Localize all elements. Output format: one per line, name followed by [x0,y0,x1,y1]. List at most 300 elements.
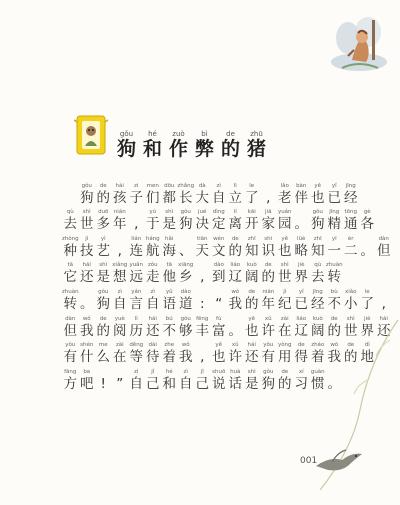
char-hanzi: 是 [245,375,259,392]
char-hanzi: , [381,295,386,312]
char-pinyin: zhǒng [61,235,79,242]
text-char [343,182,360,207]
char-pinyin: zháo [311,342,325,349]
char-pinyin: shì [165,209,174,216]
char-hanzi: 决 [195,216,209,233]
char-pinyin: de [347,342,355,349]
text-char [79,182,96,207]
char-pinyin: jiè [298,262,305,269]
char-pinyin: wén [213,235,225,242]
char-hanzi: 还 [80,269,94,286]
char-hanzi: 有 [261,349,275,366]
text-line [62,180,362,207]
char-hanzi: 大 [195,189,209,206]
char-hanzi: 已 [294,295,308,312]
char-pinyin: jì [283,288,287,295]
char-pinyin: lì [134,315,138,322]
text-char [244,288,261,313]
char-hanzi: 于 [146,216,160,233]
text-char [227,208,244,233]
text-char [310,182,327,207]
char-pinyin: wǒ [231,288,240,295]
char-hanzi: 到 [212,269,226,286]
char-hanzi: 伴 [294,189,308,206]
text-char [178,315,195,340]
text-char [326,208,343,233]
char-hanzi: 孩 [113,189,127,206]
char-pinyin: dàn [65,315,76,322]
text-line [61,286,386,313]
char-pinyin: shì [99,262,108,269]
char-hanzi: 海 [162,242,176,259]
char-hanzi: 是 [96,269,110,286]
char-hanzi: , [200,269,205,286]
text-char [244,235,261,260]
char-hanzi: 界 [294,269,308,286]
char-pinyin: xiāng [178,262,194,269]
text-char [211,208,228,233]
text-char [343,288,360,313]
char-hanzi: 小 [344,295,358,312]
char-hanzi: 都 [162,189,176,206]
title-char [166,130,191,160]
text-char [260,315,277,340]
char-pinyin: èr [347,235,354,242]
char-pinyin: gǒu [98,288,109,295]
char-hanzi: 转 [63,295,77,312]
char-pinyin: jīng [312,288,323,295]
text-char [293,341,310,366]
char-hanzi: 还 [377,322,391,339]
char-pinyin: nián [113,209,126,216]
char-hanzi: 方 [63,375,77,392]
title-pinyin: bì [201,130,208,138]
char-hanzi: 地 [360,349,374,366]
char-hanzi: 一 [327,242,341,259]
char-hanzi: 阔 [245,269,259,286]
text-char [310,315,327,340]
char-hanzi: 连 [129,242,143,259]
char-hanzi: 道 [179,295,193,312]
char-hanzi: 辽 [294,322,308,339]
text-char [178,368,195,393]
text-char [194,208,211,233]
char-hanzi: 立 [228,189,242,206]
text-char [145,261,162,286]
text-char [260,341,277,366]
char-hanzi: 。 [80,295,94,312]
char-pinyin: dì [364,342,370,349]
char-hanzi: 在 [278,322,292,339]
text-char [211,368,228,393]
text-char [244,208,261,233]
char-pinyin: de [231,235,239,242]
char-pinyin: yǐ [331,182,337,189]
text-char [293,288,310,313]
text-char [260,288,277,313]
char-pinyin: dào [180,288,191,295]
text-char [62,368,79,393]
char-hanzi: 许 [261,322,275,339]
char-pinyin: xiǎng [112,262,128,269]
char-hanzi: 己 [146,375,160,392]
char-pinyin: hái [82,262,91,269]
char-pinyin: de [99,182,107,189]
text-char [277,182,294,207]
char-pinyin: shi [264,235,273,242]
char-hanzi: 年 [113,216,127,233]
text-char [277,341,294,366]
char-hanzi: 世 [344,322,358,339]
char-pinyin: děng [129,342,144,349]
text-char [161,182,178,207]
char-hanzi: 的 [96,322,110,339]
text-char [79,208,96,233]
punctuation [211,288,228,313]
text-char [161,261,178,286]
char-pinyin: zi [134,182,139,189]
char-hanzi: 的 [327,322,341,339]
text-char [161,208,178,233]
char-hanzi: 言 [129,295,143,312]
text-char [260,235,277,260]
text-char [161,341,178,366]
char-hanzi: 也 [245,322,259,339]
char-pinyin: dài [148,342,157,349]
char-hanzi: 我 [80,322,94,339]
char-pinyin: yě [281,235,289,242]
char-hanzi: 着 [162,349,176,366]
text-char [211,315,228,340]
char-pinyin: kuò [312,315,323,322]
text-char [359,315,376,340]
char-hanzi: 丰 [195,322,209,339]
char-hanzi: 经 [311,295,325,312]
char-hanzi: 够 [179,322,193,339]
char-hanzi: 老 [278,189,292,206]
char-pinyin: zì [134,368,139,375]
char-pinyin: kāi [247,209,256,216]
text-char [95,182,112,207]
char-pinyin: dào [213,262,224,269]
text-char [310,288,327,313]
text-char [128,288,145,313]
char-hanzi: 乡 [179,269,193,286]
char-hanzi: 开 [245,216,259,233]
punctuation [194,341,211,366]
text-char [62,288,79,313]
text-char [310,368,327,393]
text-char [326,235,343,260]
text-char [277,208,294,233]
char-pinyin: xǔ [231,342,239,349]
text-char [244,341,261,366]
char-hanzi: 的 [228,242,242,259]
punctuation [112,368,129,393]
char-hanzi: 也 [278,242,292,259]
char-pinyin: bàn [296,182,307,189]
title-hanzi: 猪 [246,138,266,160]
text-char [161,288,178,313]
char-pinyin: zhǎng [177,182,195,189]
char-pinyin: gǒu [180,209,191,216]
char-hanzi: 二 [344,242,358,259]
text-line [62,313,391,340]
char-pinyin: jiā [265,209,272,216]
char-pinyin: dōu [164,182,175,189]
char-pinyin: lǎo [280,182,289,189]
char-hanzi: 习 [294,375,308,392]
char-hanzi: 不 [327,295,341,312]
char-hanzi: 走 [146,269,160,286]
char-pinyin: de [297,342,305,349]
char-hanzi: 去 [311,269,325,286]
char-pinyin: fāng [64,368,77,375]
char-hanzi: 离 [228,216,242,233]
text-char [326,315,343,340]
text-char [161,368,178,393]
char-pinyin: jǐ [151,368,155,375]
punctuation [194,288,211,313]
punctuation [128,208,145,233]
char-hanzi: 的 [261,269,275,286]
char-pinyin: tōng [344,209,357,216]
char-pinyin: de [281,368,289,375]
text-char [79,315,96,340]
text-char [62,315,79,340]
title-pinyin: gǒu [119,130,134,138]
char-hanzi: 想 [113,269,127,286]
text-line [61,233,391,260]
text-char [293,261,310,286]
char-pinyin: shuō [212,368,226,375]
text-line [62,207,374,234]
char-hanzi: “ [215,295,223,312]
text-char [79,261,96,286]
text-char [95,341,112,366]
text-char [128,315,145,340]
story-body [61,180,391,393]
char-hanzi: 转 [327,269,341,286]
punctuation [194,261,211,286]
text-char [359,341,376,366]
text-char [244,261,261,286]
char-pinyin: wǒ [181,342,190,349]
text-char [194,235,211,260]
char-hanzi: 。 [228,322,242,339]
char-hanzi: 它 [63,269,77,286]
char-hanzi: 通 [344,216,358,233]
char-pinyin: jīng [345,182,356,189]
char-pinyin: gǒu [263,368,274,375]
punctuation [260,182,277,207]
char-hanzi: 略 [294,242,308,259]
text-char [128,235,145,260]
page-number: 001 [300,456,318,466]
char-pinyin: ba [83,368,91,375]
text-char [178,341,195,366]
text-char [62,341,79,366]
char-hanzi: ” [116,375,124,392]
text-char [112,208,129,233]
char-hanzi: 了 [360,295,374,312]
char-hanzi: 技 [80,242,94,259]
text-line [62,366,362,393]
text-char [227,182,244,207]
char-pinyin: fù [216,315,222,322]
title-pinyin: de [226,130,235,138]
char-hanzi: 多 [96,216,110,233]
title-hanzi: 作 [168,138,188,160]
char-hanzi: 界 [360,322,374,339]
char-hanzi: 么 [96,349,110,366]
text-char [310,208,327,233]
punctuation [376,288,393,313]
char-hanzi: 知 [311,242,325,259]
text-char [112,288,129,313]
text-char [227,235,244,260]
char-pinyin: zǒu [147,262,158,269]
punctuation [95,368,112,393]
text-char [112,315,129,340]
text-char [277,368,294,393]
char-pinyin: hé [165,368,173,375]
text-char [95,261,112,286]
char-hanzi: 文 [212,242,226,259]
char-pinyin: yě [314,182,322,189]
char-hanzi: 也 [311,189,325,206]
char-hanzi: 的 [278,375,292,392]
text-char [128,182,145,207]
char-pinyin: bú [165,315,173,322]
text-char [95,288,112,313]
story-illustration-top [328,10,390,74]
char-hanzi: 定 [212,216,226,233]
char-pinyin: lì [233,182,237,189]
char-pinyin: liáo [230,262,241,269]
char-pinyin: liáo [296,315,307,322]
char-pinyin: yǔ [165,288,173,295]
char-pinyin: yú [149,209,157,216]
bird-illustration [312,448,364,476]
text-char [128,368,145,393]
char-hanzi: 的 [245,295,259,312]
text-char [145,235,162,260]
char-hanzi: 还 [245,349,259,366]
char-pinyin: shì [346,315,355,322]
char-hanzi: 远 [129,269,143,286]
char-pinyin: zhuàn [61,288,79,295]
char-pinyin: xǔ [264,315,272,322]
char-hanzi: 精 [327,216,341,233]
text-char [194,315,211,340]
char-pinyin: gǒu [81,182,92,189]
char-hanzi: 惯 [311,375,325,392]
title-pinyin: zuò [172,130,185,138]
char-pinyin: yě [215,342,223,349]
text-char [277,235,294,260]
char-hanzi: 但 [377,242,391,259]
char-pinyin: hái [148,315,157,322]
text-char [194,368,211,393]
char-hanzi: 等 [129,349,143,366]
text-char [277,261,294,286]
text-char [178,261,195,286]
text-char [161,235,178,260]
char-pinyin: de [248,288,256,295]
punctuation [178,235,195,260]
char-hanzi: 年 [261,295,275,312]
text-char [211,235,228,260]
text-char [227,288,244,313]
char-pinyin: yǐ [298,288,304,295]
char-pinyin: jué [198,209,207,216]
char-pinyin: shì [82,209,91,216]
char-pinyin: hái [247,342,256,349]
char-hanzi: 狗 [261,375,275,392]
char-hanzi: 识 [261,242,275,259]
char-hanzi: 话 [228,375,242,392]
char-pinyin: de [264,262,272,269]
char-pinyin: bù [330,288,338,295]
char-pinyin: zì [216,182,221,189]
char-hanzi: 已 [327,189,341,206]
char-pinyin: zhe [164,342,175,349]
char-pinyin: lí [233,209,237,216]
char-pinyin: yuè [114,315,125,322]
char-hanzi: 说 [212,375,226,392]
char-hanzi: 但 [63,322,77,339]
char-hanzi: 的 [344,349,358,366]
title-char [192,130,217,160]
char-pinyin: yuǎn [129,262,144,269]
char-hanzi: 自 [113,295,127,312]
text-char [79,341,96,366]
char-hanzi: 阅 [113,322,127,339]
title-hanzi: 狗 [116,138,136,160]
text-char [145,315,162,340]
char-pinyin: shì [247,368,256,375]
char-pinyin: hǎi [165,235,174,242]
text-char [293,235,310,260]
text-char [227,341,244,366]
text-char [178,208,195,233]
text-char [95,235,112,260]
char-hanzi: 待 [146,349,160,366]
text-char [145,368,162,393]
char-pinyin: zì [117,288,122,295]
text-char [326,288,343,313]
char-pinyin: yǒu [263,342,274,349]
text-char [293,315,310,340]
text-char [244,368,261,393]
char-pinyin: gòu [180,315,191,322]
char-hanzi: 也 [212,349,226,366]
char-pinyin: shì [280,262,289,269]
text-char [178,182,195,207]
char-hanzi: 航 [146,242,160,259]
char-hanzi: 长 [179,189,193,206]
char-pinyin: kuò [246,262,257,269]
text-char [244,315,261,340]
punctuation [79,288,96,313]
punctuation [227,315,244,340]
char-pinyin: tā [166,262,173,269]
text-char [79,368,96,393]
char-hanzi: 我 [228,295,242,312]
char-hanzi: 还 [146,322,160,339]
char-pinyin: men [146,182,159,189]
